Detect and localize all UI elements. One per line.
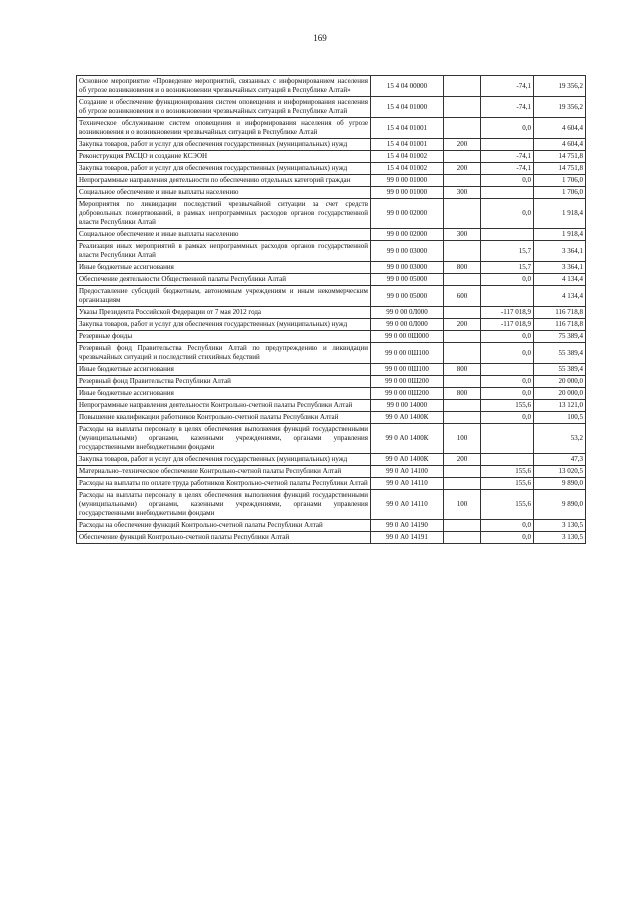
row-change-cell: 0,0 (481, 388, 534, 400)
row-code-cell: 99 0 00 05000 (371, 286, 444, 307)
table-row (77, 229, 586, 241)
table-row (77, 343, 586, 364)
row-code-cell: 99 0 00 0Ш100 (371, 364, 444, 376)
row-change-cell (481, 364, 534, 376)
row-name-cell: Основное мероприятие «Проведение мероприятий, связанных с информированием населения об угрозе возникновения и о возникновении чрезвычайных ситуаций в Республике Алтай» (77, 76, 371, 97)
table-row (77, 139, 586, 151)
row-expense-kind-cell (444, 412, 481, 424)
row-expense-kind-cell: 300 (444, 229, 481, 241)
table-row (77, 364, 586, 376)
row-code-cell: 15 4 04 01000 (371, 97, 444, 118)
table-row (77, 118, 586, 139)
row-sum-cell: 4 134,4 (534, 286, 586, 307)
row-code-cell: 99 0 00 01000 (371, 175, 444, 187)
row-code-cell: 99 0 00 03000 (371, 241, 444, 262)
row-name-cell: Реконструкция РАСЦО и создание КСЭОН (77, 151, 371, 163)
budget-table (76, 75, 586, 544)
row-expense-kind-cell (444, 376, 481, 388)
row-expense-kind-cell (444, 307, 481, 319)
row-expense-kind-cell: 200 (444, 454, 481, 466)
row-change-cell (481, 454, 534, 466)
table-row (77, 520, 586, 532)
row-code-cell: 99 0 А0 1400К (371, 424, 444, 454)
table-row (77, 490, 586, 520)
row-sum-cell: 53,2 (534, 424, 586, 454)
row-change-cell: 0,0 (481, 175, 534, 187)
row-code-cell: 99 0 А0 14190 (371, 520, 444, 532)
row-expense-kind-cell (444, 76, 481, 97)
row-code-cell: 99 0 А0 1400К (371, 454, 444, 466)
row-code-cell: 99 0 00 0Л000 (371, 307, 444, 319)
row-code-cell: 99 0 00 01000 (371, 187, 444, 199)
row-name-cell: Социальное обеспечение и иные выплаты населению (77, 187, 371, 199)
table-row (77, 241, 586, 262)
row-change-cell: -117 018,9 (481, 319, 534, 331)
table-row (77, 151, 586, 163)
row-change-cell: -74,1 (481, 97, 534, 118)
row-name-cell: Обеспечение функций Контрольно-счетной палаты Республики Алтай (77, 532, 371, 544)
row-code-cell: 99 0 А0 14110 (371, 490, 444, 520)
row-sum-cell: 13 020,5 (534, 466, 586, 478)
row-change-cell: -117 018,9 (481, 307, 534, 319)
row-code-cell: 99 0 00 0Ш100 (371, 343, 444, 364)
row-expense-kind-cell (444, 151, 481, 163)
row-code-cell: 99 0 00 03000 (371, 262, 444, 274)
row-code-cell: 99 0 А0 14110 (371, 478, 444, 490)
row-code-cell: 99 0 А0 14100 (371, 466, 444, 478)
row-sum-cell: 20 000,0 (534, 376, 586, 388)
row-sum-cell: 19 356,2 (534, 76, 586, 97)
table-row (77, 424, 586, 454)
row-sum-cell: 75 389,4 (534, 331, 586, 343)
row-expense-kind-cell (444, 274, 481, 286)
row-expense-kind-cell: 300 (444, 187, 481, 199)
row-change-cell (481, 139, 534, 151)
row-name-cell: Непрограммные направления деятельности Контрольно-счетной палаты Республики Алтай (77, 400, 371, 412)
row-name-cell: Расходы на выплаты персоналу в целях обеспечения выполнения функций государственными (муниципальными) органами, казенными учреждениями, органами управления государственными внебюджетными фондами (77, 424, 371, 454)
row-sum-cell: 14 751,8 (534, 151, 586, 163)
row-expense-kind-cell (444, 478, 481, 490)
row-name-cell: Резервные фонды (77, 331, 371, 343)
row-expense-kind-cell: 800 (444, 364, 481, 376)
row-name-cell: Предоставление субсидий бюджетным, автономным учреждениям и иным некоммерческим организациям (77, 286, 371, 307)
row-name-cell: Обеспечение деятельности Общественной палаты Республики Алтай (77, 274, 371, 286)
row-change-cell: 0,0 (481, 532, 534, 544)
row-change-cell: 155,6 (481, 400, 534, 412)
table-row (77, 400, 586, 412)
row-change-cell: 0,0 (481, 520, 534, 532)
row-name-cell: Реализация иных мероприятий в рамках непрограммных расходов органов государственной власти Республики Алтай (77, 241, 371, 262)
row-change-cell: 155,6 (481, 490, 534, 520)
row-change-cell (481, 229, 534, 241)
table-row (77, 199, 586, 229)
row-expense-kind-cell (444, 520, 481, 532)
row-change-cell: -74,1 (481, 163, 534, 175)
row-code-cell: 99 0 00 14000 (371, 400, 444, 412)
budget-table-body (77, 76, 586, 544)
row-code-cell: 99 0 00 0Ш200 (371, 376, 444, 388)
row-change-cell: 0,0 (481, 199, 534, 229)
page-number: 169 (313, 33, 327, 43)
row-sum-cell: 4 604,4 (534, 139, 586, 151)
row-code-cell: 99 0 00 0Ш200 (371, 388, 444, 400)
row-expense-kind-cell (444, 118, 481, 139)
table-row (77, 97, 586, 118)
row-sum-cell: 3 364,1 (534, 241, 586, 262)
row-sum-cell: 3 130,5 (534, 532, 586, 544)
row-expense-kind-cell: 800 (444, 262, 481, 274)
row-change-cell: 0,0 (481, 376, 534, 388)
row-change-cell (481, 424, 534, 454)
row-expense-kind-cell: 100 (444, 424, 481, 454)
row-change-cell: 15,7 (481, 262, 534, 274)
row-change-cell: 155,6 (481, 478, 534, 490)
table-row (77, 412, 586, 424)
row-sum-cell: 4 134,4 (534, 274, 586, 286)
row-name-cell: Резервный фонд Правительства Республики Алтай (77, 376, 371, 388)
row-code-cell: 99 0 00 02000 (371, 229, 444, 241)
row-name-cell: Расходы на выплаты персоналу в целях обеспечения выполнения функций государственными (муниципальными) органами, казенными учреждениями, органами управления государственными внебюджетными фондами (77, 490, 371, 520)
row-code-cell: 99 0 00 0Ш000 (371, 331, 444, 343)
row-name-cell: Повышение квалификации работников Контрольно-счетной палаты Республики Алтай (77, 412, 371, 424)
row-name-cell: Создание и обеспечение функционирования систем оповещения и информирования населения об угрозе возникновения и о возникновении чрезвычайных ситуаций в Республике Алтай (77, 97, 371, 118)
row-code-cell: 15 4 04 01002 (371, 163, 444, 175)
table-row (77, 532, 586, 544)
table-row (77, 274, 586, 286)
table-row (77, 187, 586, 199)
row-name-cell: Закупка товаров, работ и услуг для обеспечения государственных (муниципальных) нужд (77, 139, 371, 151)
row-sum-cell: 1 706,0 (534, 175, 586, 187)
table-row (77, 466, 586, 478)
row-expense-kind-cell (444, 241, 481, 262)
row-sum-cell: 13 121,0 (534, 400, 586, 412)
row-sum-cell: 55 389,4 (534, 343, 586, 364)
table-row (77, 319, 586, 331)
row-sum-cell: 14 751,8 (534, 163, 586, 175)
table-row (77, 262, 586, 274)
row-name-cell: Закупка товаров, работ и услуг для обеспечения государственных (муниципальных) нужд (77, 319, 371, 331)
row-sum-cell: 1 918,4 (534, 229, 586, 241)
row-sum-cell: 100,5 (534, 412, 586, 424)
row-change-cell: 0,0 (481, 118, 534, 139)
row-sum-cell: 116 718,8 (534, 319, 586, 331)
row-change-cell: 155,6 (481, 466, 534, 478)
row-sum-cell: 1 706,0 (534, 187, 586, 199)
row-expense-kind-cell (444, 466, 481, 478)
row-change-cell: 0,0 (481, 343, 534, 364)
row-name-cell: Непрограммные направления деятельности по обеспечению отдельных категорий граждан (77, 175, 371, 187)
row-code-cell: 99 0 00 02000 (371, 199, 444, 229)
row-expense-kind-cell: 200 (444, 319, 481, 331)
table-row (77, 307, 586, 319)
row-name-cell: Иные бюджетные ассигнования (77, 364, 371, 376)
row-name-cell: Закупка товаров, работ и услуг для обеспечения государственных (муниципальных) нужд (77, 163, 371, 175)
row-sum-cell: 1 918,4 (534, 199, 586, 229)
row-name-cell: Расходы на обеспечение функций Контрольно-счетной палаты Республики Алтай (77, 520, 371, 532)
table-row (77, 163, 586, 175)
row-expense-kind-cell (444, 199, 481, 229)
row-name-cell: Техническое обслуживание систем оповещения и информирования населения об угрозе возникновения и о возникновении чрезвычайных ситуаций в Республике Алтай (77, 118, 371, 139)
row-sum-cell: 20 000,0 (534, 388, 586, 400)
row-code-cell: 15 4 04 01001 (371, 139, 444, 151)
row-expense-kind-cell: 200 (444, 163, 481, 175)
row-expense-kind-cell (444, 97, 481, 118)
row-expense-kind-cell: 100 (444, 490, 481, 520)
row-name-cell: Расходы на выплаты по оплате труда работников Контрольно-счетной палаты Республики Алтай (77, 478, 371, 490)
table-row (77, 388, 586, 400)
row-change-cell: -74,1 (481, 76, 534, 97)
table-row (77, 286, 586, 307)
row-code-cell: 15 4 04 01002 (371, 151, 444, 163)
row-name-cell: Резервный фонд Правительства Республики Алтай по предупреждению и ликвидации чрезвычайных ситуаций и последствий стихийных бедствий (77, 343, 371, 364)
row-sum-cell: 116 718,8 (534, 307, 586, 319)
row-name-cell: Мероприятия по ликвидации последствий чрезвычайной ситуации за счет средств добровольных пожертвований, в рамках непрограммных расходов органов государственной власти Республики Алтай (77, 199, 371, 229)
row-name-cell: Социальное обеспечение и иные выплаты населению (77, 229, 371, 241)
row-name-cell: Материально–техническое обеспечение Контрольно-счетной палаты Республики Алтай (77, 466, 371, 478)
row-change-cell: -74,1 (481, 151, 534, 163)
row-change-cell: 0,0 (481, 412, 534, 424)
table-row (77, 76, 586, 97)
row-sum-cell: 55 389,4 (534, 364, 586, 376)
row-code-cell: 99 0 00 0Л000 (371, 319, 444, 331)
row-sum-cell: 19 356,2 (534, 97, 586, 118)
row-code-cell: 15 4 04 00000 (371, 76, 444, 97)
row-code-cell: 99 0 А0 14191 (371, 532, 444, 544)
row-change-cell: 0,0 (481, 331, 534, 343)
row-sum-cell: 47,3 (534, 454, 586, 466)
row-sum-cell: 9 890,0 (534, 478, 586, 490)
row-code-cell: 99 0 А0 1400К (371, 412, 444, 424)
row-sum-cell: 9 890,0 (534, 490, 586, 520)
table-row (77, 454, 586, 466)
row-code-cell: 15 4 04 01001 (371, 118, 444, 139)
row-change-cell: 15,7 (481, 241, 534, 262)
table-row (77, 175, 586, 187)
row-expense-kind-cell (444, 175, 481, 187)
row-change-cell (481, 187, 534, 199)
table-row (77, 331, 586, 343)
row-expense-kind-cell (444, 400, 481, 412)
row-code-cell: 99 0 00 05000 (371, 274, 444, 286)
row-name-cell: Закупка товаров, работ и услуг для обеспечения государственных (муниципальных) нужд (77, 454, 371, 466)
row-expense-kind-cell (444, 532, 481, 544)
row-name-cell: Указы Президента Российской Федерации от 7 мая 2012 года (77, 307, 371, 319)
table-row (77, 478, 586, 490)
row-change-cell: 0,0 (481, 274, 534, 286)
row-sum-cell: 3 364,1 (534, 262, 586, 274)
row-change-cell (481, 286, 534, 307)
row-name-cell: Иные бюджетные ассигнования (77, 262, 371, 274)
row-sum-cell: 4 604,4 (534, 118, 586, 139)
row-expense-kind-cell: 200 (444, 139, 481, 151)
row-expense-kind-cell: 600 (444, 286, 481, 307)
row-name-cell: Иные бюджетные ассигнования (77, 388, 371, 400)
row-expense-kind-cell (444, 343, 481, 364)
row-expense-kind-cell (444, 331, 481, 343)
row-expense-kind-cell: 800 (444, 388, 481, 400)
table-row (77, 376, 586, 388)
row-sum-cell: 3 130,5 (534, 520, 586, 532)
